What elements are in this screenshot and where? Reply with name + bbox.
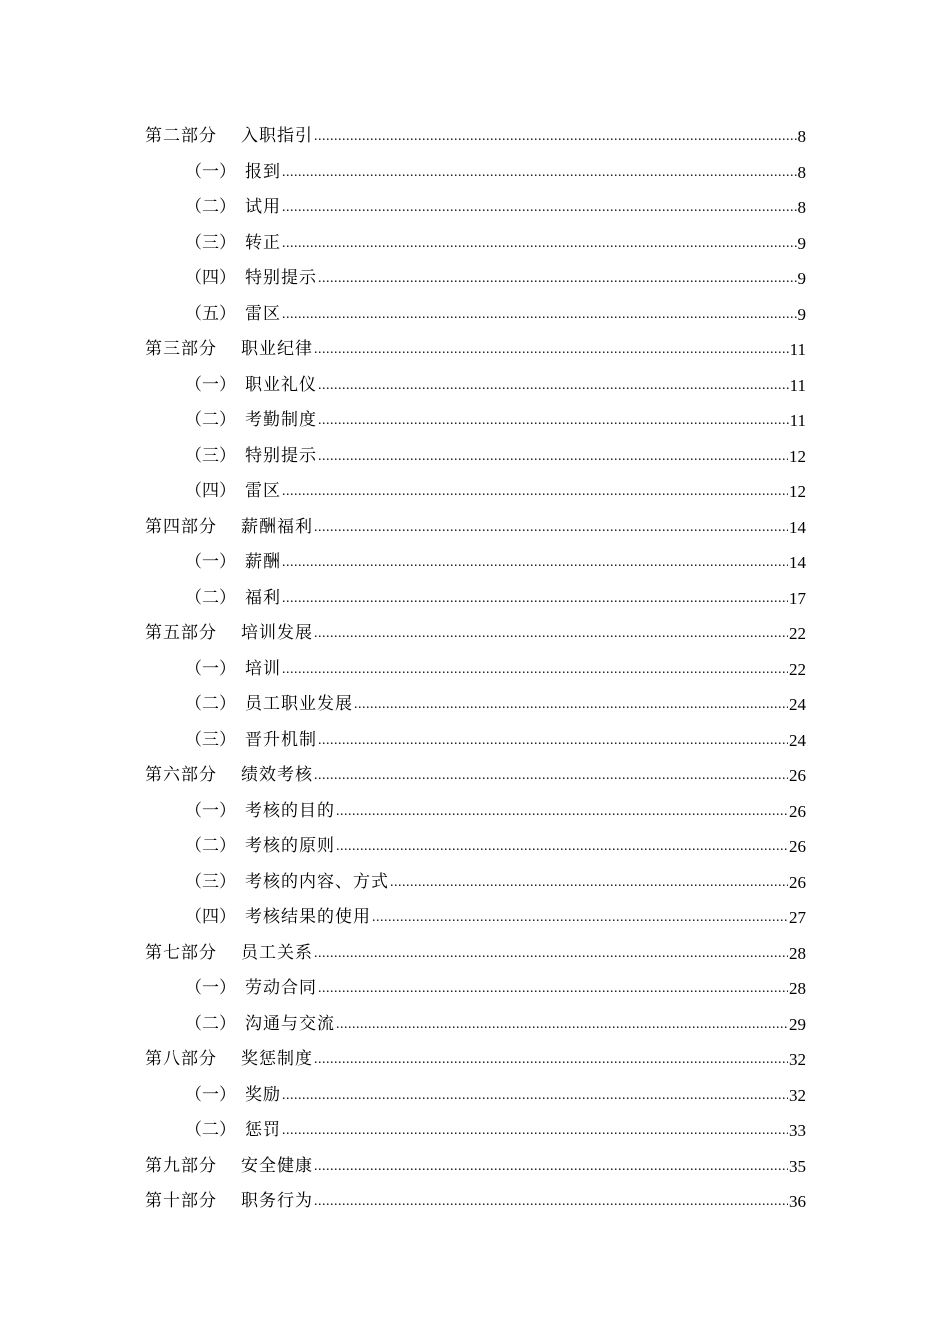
toc-entry-part-2[interactable] (145, 119, 806, 155)
toc-entry-section[interactable] (145, 226, 806, 262)
dot-leader (318, 368, 789, 404)
toc-entry-number: 第十部分 (145, 1191, 217, 1211)
toc-entry-title: 考核结果的使用 (245, 907, 371, 927)
toc-entry-section[interactable] (145, 261, 806, 297)
toc-entry-title: 劳动合同 (245, 978, 317, 998)
dot-leader (354, 687, 788, 723)
toc-entry-title: 特别提示 (245, 268, 317, 288)
toc-entry-number: （一） (185, 374, 236, 395)
toc-entry-title: 特别提示 (245, 445, 317, 466)
dot-leader (336, 1007, 788, 1043)
toc-entry-page: 32 (789, 1085, 806, 1105)
dot-leader (282, 474, 788, 510)
toc-entry-page: 32 (789, 1050, 806, 1069)
toc-entry-number: 第五部分 (145, 623, 217, 643)
dot-leader (282, 1078, 788, 1114)
dot-leader (318, 261, 797, 297)
toc-entry-page: 8 (797, 127, 806, 146)
toc-entry-section[interactable] (145, 794, 806, 830)
dot-leader (282, 190, 797, 226)
toc-entry-page: 22 (789, 624, 806, 643)
toc-entry-number: （三） (185, 445, 236, 466)
dot-leader (282, 581, 788, 617)
toc-entry-number: （五） (185, 303, 236, 324)
dot-leader (282, 297, 797, 333)
dot-leader (314, 1042, 788, 1078)
toc-entry-title: 福利 (245, 587, 281, 608)
toc-entry-section[interactable] (145, 368, 806, 404)
toc-entry-title: 职业礼仪 (245, 374, 317, 395)
toc-entry-title: 考核的目的 (245, 800, 335, 821)
dot-leader (318, 403, 789, 439)
toc-entry-section[interactable] (145, 190, 806, 226)
toc-entry-page: 24 (789, 695, 806, 714)
toc-entry-page: 12 (789, 482, 806, 501)
toc-entry-page: 29 (789, 1014, 806, 1034)
toc-entry-section[interactable] (145, 297, 806, 333)
toc-entry-number: （一） (185, 978, 236, 998)
toc-entry-page: 27 (789, 908, 806, 927)
toc-entry-title: 雷区 (245, 481, 281, 501)
toc-entry-number: （二） (185, 694, 236, 714)
toc-entry-part-10[interactable] (145, 1184, 806, 1220)
toc-entry-title: 试用 (245, 197, 281, 217)
toc-entry-page: 9 (797, 304, 806, 324)
dot-leader (372, 900, 788, 936)
toc-entry-page: 12 (789, 446, 806, 466)
dot-leader (314, 1149, 788, 1185)
dot-leader (336, 794, 788, 830)
toc-entry-number: （三） (185, 232, 236, 253)
toc-entry-section[interactable] (145, 687, 806, 723)
toc-entry-title: 报到 (245, 161, 281, 182)
toc-entry-page: 24 (789, 730, 806, 750)
toc-entry-number: 第七部分 (145, 942, 217, 963)
toc-entry-number: （二） (185, 410, 236, 430)
toc-entry-section[interactable] (145, 439, 806, 475)
toc-entry-title: 晋升机制 (245, 729, 317, 750)
toc-entry-section[interactable] (145, 1007, 806, 1043)
dot-leader (282, 1113, 788, 1149)
toc-entry-title: 考核的内容、方式 (245, 871, 389, 892)
toc-entry-number: 第八部分 (145, 1049, 217, 1069)
toc-entry-number: （二） (185, 1120, 236, 1140)
toc-entry-title: 考勤制度 (245, 410, 317, 430)
toc-entry-number: （一） (185, 1084, 236, 1105)
toc-entry-section[interactable] (145, 403, 806, 439)
toc-entry-part-3[interactable] (145, 332, 806, 368)
toc-entry-page: 9 (797, 269, 806, 288)
toc-entry-title: 职务行为 (241, 1191, 313, 1211)
toc-entry-number: （二） (185, 587, 236, 608)
toc-entry-page: 36 (789, 1192, 806, 1211)
toc-entry-page: 28 (789, 979, 806, 998)
toc-entry-page: 9 (797, 233, 806, 253)
toc-entry-title: 员工职业发展 (245, 694, 353, 714)
toc-entry-title: 雷区 (245, 303, 281, 324)
dot-leader (336, 829, 788, 865)
dot-leader (318, 971, 788, 1007)
toc-entry-number: （二） (185, 836, 236, 856)
toc-entry-title: 培训发展 (241, 623, 313, 643)
toc-entry-part-8[interactable] (145, 1042, 806, 1078)
toc-entry-title: 绩效考核 (241, 765, 313, 785)
toc-entry-section[interactable] (145, 829, 806, 865)
toc-entry-title: 薪酬 (245, 552, 281, 572)
toc-entry-section[interactable] (145, 865, 806, 901)
toc-entry-section[interactable] (145, 155, 806, 191)
toc-entry-page: 26 (789, 837, 806, 856)
toc-entry-number: 第九部分 (145, 1155, 217, 1176)
toc-entry-page: 14 (789, 553, 806, 572)
dot-leader (314, 1184, 788, 1220)
toc-entry-title: 转正 (245, 232, 281, 253)
toc-entry-title: 奖励 (245, 1084, 281, 1105)
toc-entry-title: 考核的原则 (245, 836, 335, 856)
dot-leader (314, 936, 788, 972)
dot-leader (314, 616, 788, 652)
toc-entry-section[interactable] (145, 581, 806, 617)
toc-entry-section[interactable] (145, 1113, 806, 1149)
toc-entry-number: （一） (185, 658, 236, 679)
toc-entry-section[interactable] (145, 474, 806, 510)
toc-entry-part-6[interactable] (145, 758, 806, 794)
toc-entry-title: 安全健康 (241, 1155, 313, 1176)
toc-entry-page: 11 (789, 375, 806, 395)
table-of-contents (145, 119, 806, 1220)
toc-entry-page: 33 (789, 1121, 806, 1140)
toc-entry-page: 26 (789, 872, 806, 892)
toc-entry-page: 26 (789, 766, 806, 785)
toc-entry-title: 沟通与交流 (245, 1013, 335, 1034)
dot-leader (314, 119, 797, 155)
toc-entry-number: （一） (185, 800, 236, 821)
toc-entry-number: （三） (185, 729, 236, 750)
toc-entry-number: （三） (185, 871, 236, 892)
toc-entry-page: 8 (797, 198, 806, 217)
dot-leader (318, 439, 788, 475)
dot-leader (314, 510, 788, 546)
toc-entry-number: （一） (185, 552, 236, 572)
toc-entry-number: （四） (185, 268, 236, 288)
toc-entry-title: 薪酬福利 (241, 516, 313, 537)
toc-entry-section[interactable] (145, 545, 806, 581)
toc-entry-section[interactable] (145, 971, 806, 1007)
toc-entry-section[interactable] (145, 723, 806, 759)
dot-leader (390, 865, 788, 901)
toc-entry-number: 第二部分 (145, 126, 217, 146)
dot-leader (314, 332, 789, 368)
toc-entry-section[interactable] (145, 652, 806, 688)
toc-entry-page: 14 (789, 517, 806, 537)
toc-entry-page: 8 (797, 162, 806, 182)
toc-entry-section[interactable] (145, 900, 806, 936)
dot-leader (282, 155, 797, 191)
toc-entry-page: 28 (789, 943, 806, 963)
toc-entry-number: 第六部分 (145, 765, 217, 785)
toc-entry-page: 22 (789, 659, 806, 679)
dot-leader (282, 545, 788, 581)
dot-leader (314, 758, 788, 794)
toc-entry-page: 11 (789, 340, 806, 359)
toc-entry-title: 员工关系 (241, 942, 313, 963)
toc-entry-number: （一） (185, 161, 236, 182)
toc-entry-title: 培训 (245, 658, 281, 679)
toc-entry-page: 35 (789, 1156, 806, 1176)
toc-entry-title: 职业纪律 (241, 339, 313, 359)
toc-entry-part-9[interactable] (145, 1149, 806, 1185)
toc-entry-page: 17 (789, 588, 806, 608)
toc-entry-part-4[interactable] (145, 510, 806, 546)
toc-entry-number: （四） (185, 481, 236, 501)
dot-leader (282, 226, 797, 262)
toc-entry-section[interactable] (145, 1078, 806, 1114)
dot-leader (282, 652, 788, 688)
toc-entry-title: 入职指引 (241, 126, 313, 146)
toc-entry-part-7[interactable] (145, 936, 806, 972)
toc-entry-page: 11 (789, 411, 806, 430)
toc-entry-number: （四） (185, 907, 236, 927)
toc-entry-title: 奖惩制度 (241, 1049, 313, 1069)
toc-entry-title: 惩罚 (245, 1120, 281, 1140)
toc-entry-part-5[interactable] (145, 616, 806, 652)
toc-entry-page: 26 (789, 801, 806, 821)
dot-leader (318, 723, 788, 759)
toc-entry-number: （二） (185, 197, 236, 217)
toc-entry-number: 第三部分 (145, 339, 217, 359)
toc-entry-number: 第四部分 (145, 516, 217, 537)
toc-entry-number: （二） (185, 1013, 236, 1034)
